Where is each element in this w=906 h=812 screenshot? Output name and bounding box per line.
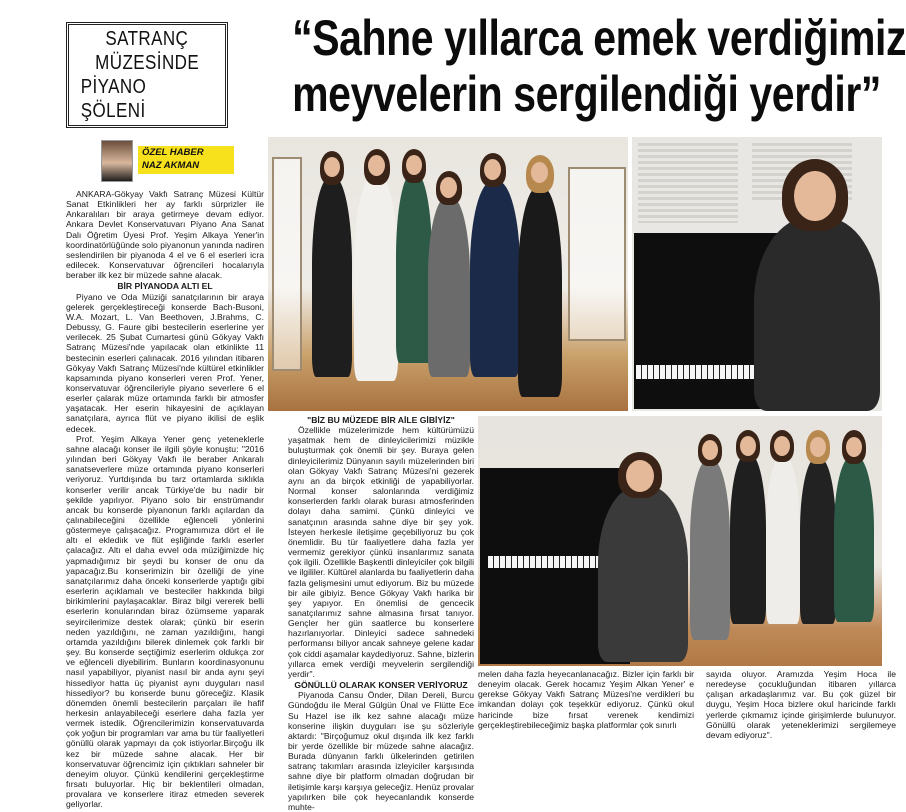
paragraph: melen daha fazla heyecanlanacağız. Bizler için farklı bir deneyim olacak. Gerek hocamız Yeşim Alkan Yener' e gerekse Gökyay Vakfı Satranç Müzesi'ne verdikleri bu imkandan dolayı çok teşekkür ediyoruz. Çünkü okul haricinde bize fırsat verenek kendimizi gerçekleştirebileceğimiz başka platformlar çok sınırlı (478, 669, 694, 730)
article-column-2 (288, 414, 474, 812)
paragraph: Özellikle müzelerimizde hem kültürümüzü yaşatmak hem de dinleyicilerimizi müzikle buluşturmak çok önemli bir şey. Buraya gelen dinleyicilerimiz Dünyanın sayılı müzelerinden biri olan Gökyay Vakfı Satranç Müzesi'ni gezerek aynı an da birçok etkinliği de yapabiliyorlar. Normal konser salonlarında verdiğimiz konserlerden farklı olarak burası atmosferinden dolayı daha samimi. Çünkü dinleyici ve sanatçının arasında sahne diye bir şey yok. İsteyen herkesle iletişime geçebiliyoruz bu çok önemlidir. Bu tür faaliyetlere daha fazla yer vermemiz gerekiyor çünkü insanlarımız sanata çok ilgili. Özellikle Başkentli dinleyiciler çok bilgili ve ilgililer. Kültürel alanlarda bu faaliyetlerin daha fazla gelişmesini umut ediyorum. Biz bu müzede bir aile gibiyiz. Bence Gökyay Vakfı harika bir şey yapıyor. En önemlisi de gencecik sanatçılarımız sahne almasına fırsat tanıyor. Gençler her gün saatlerce bu konserlere hazırlanıyorlar. Dinleyici sadece sahnedeki performansı biliyor ancak sahneye gelene kadar çok ciddi aşamalar kaydediyoruz. Sahne, bizlerin yıllarca emek verdiği meyvelerin sergilendiği yerdir". (288, 425, 474, 679)
byline-author: NAZ AKMAN (142, 160, 200, 171)
paragraph: sayıda oluyor. Aramızda Yeşim Hoca ile neredeyse çocukluğundan itibaren yıllarca çalışan arkadaşlarımız var. Bu çok güzel bir duygu, Yeşim Hoca bizlere okul haricinde farklı yerlerde çıkmamız içinde girişimlerde bulunuyor. Gönüllü olarak yeteneklerimizi sergilemeye devam ediyoruz". (706, 669, 896, 740)
paragraph: Piyanoda Cansu Önder, Dilan Dereli, Burcu Gündoğdu ile Meral Gülgün Ünal ve Flütte Ece Su Hazel ise ilk kez sahne alacağı müze konserine ilişkin duyguları ise şu sözleriyle aktardı: "Birçoğumuz okul dışında ilk kez farklı bir yerde özellikle bir müzede sahne alacağız. Burada dünyanın farklı ülkelerinden getirilen satranç takımları arasında izleyiciler karşısında sahne diye bir platform olmadan doğrudan bir iletişimle karşı karşıya geleceğiz. Henüz provalar yapılırken bile çok heyecanlandık konserde muhte- (288, 690, 474, 812)
subheading: GÖNÜLLÜ OLARAK KONSER VERİYORUZ (294, 680, 468, 691)
group-photo (268, 137, 628, 411)
paragraph: Piyano ve Oda Müziği sanatçılarının bir araya gelerek gerçekleştireceği konserde Bach-Busoni, W.A. Mozart, L. Van Beethoven, J.Brahms, C. Debussy, G. Faure gibi bestecilerin eserlerine yer verilecek. 25 Şubat Cumartesi günü Gökyay Vakfı Satranç Müzesi'nde yapılacak olan etkinlikte 11 bestecinin eserleri çalınacak. 2016 yılından itibaren Gökyay Vakfı Satranç Müzesi'nde kültürel etkinlikler kapsamında piyano konserleri veren Prof. Yener, konservatuvar öğrencileriyle piyano severlere 6 el eserler çalarak müze ortamında farklı bir atmosfer yaşatacak. Her eserin hikayesini de açıklayan sanatçılara, ayrıca flüt ve piyano ikilisi de eşlik edecek. (66, 291, 264, 434)
author-photo (101, 140, 133, 182)
article-column-1 (66, 189, 264, 810)
paragraph: Prof. Yeşim Alkaya Yener genç yeteneklerle sahne alacağı konser ile ilgili şöyle konuştu: "2016 yılından beri Gökyay Vakfı ile beraber Ankaralı sanatseverlere müze ortamında piyano konserleri veriyoruz. Yurtdışında bu tarz ortamlarda sıklıkla konserler verilir ancak Türkiye'de bu nadir bir şekilde yapılıyor. Piyano solo bir enstrümandır ancak bu konserde piyanonun farklı açılardan da çalınabileceğini özellikle eğlenceli yönlerini göstermeye çalışacağız. Programımıza dört el ile altı el eklediık ve flüt eşliğinde farklı eserler çalacağız. Altı el daha evvel oda müziğimizde hiç yapmadığımız bir şeydi bu konser de onu da yapacağız.Bu konserimizin bir özelliği de yine sanatçılarımız daha önceki konserlerde yaptığı gibi eserlerin açıklamalı ve besteciler hakkında bilgi birikimlerini paylaşacaklar. Biraz bilgi vererek belli eserlerin konularından biraz özümseme yaparak seyircilerimize destek olarak; çünkü bir eserin neden yazıldığını, ne zaman yazıldığını, hangi ortamda yazıldığını bilerek dinlemek çok farklı bir şey. Bu konserde seçtiğimiz eserlerim oldukça zor ve eğlenceli diyebilirim. Bunların koordinasyonunu nasıl yapabiliyor, piyanist nasıl bir anda aynı şeyi hissediyor hatta üç piyanist aynı duyguları nasıl hissediyor? bu konserde bunu göreceğiz. Klasik dönemden önemli bestecilerin parçaları ile hafif herkesin anlayabileceği eserlere daha fazla yer vermek istedik. Öğrencilerimizin konservatuvarda çok yoğun bir programları var ama bu tür faaliyetleri gönüllü olarak yapmayı da çok istiyorlar.Birçoğu ilk kez bir müzede sahne alacak. Her bir konservatuvar öğrencimiz için çıktıkları sahneler bir deneyim oluyor. Çünkü kendilerini gerçekleştirme fırsatı buluyorlar. Hiç bir beklentileri olmadan, provalara ve konserlere itiraz etmeden severek geliyorlar. (66, 433, 264, 810)
section-line-2: MÜZESİNDE (95, 52, 199, 74)
section-box (66, 22, 228, 128)
piano-group-photo (478, 416, 882, 666)
teacher-photo (632, 137, 882, 411)
headline (232, 10, 906, 122)
subheading: "BİZ BU MÜZEDE BİR AİLE GİBİYİZ" (307, 415, 455, 425)
byline-bar (138, 146, 234, 174)
headline-line-2: meyvelerin sergilendiği yerdir” (292, 66, 882, 122)
headline-line-1: “Sahne yıllarca emek verdiğimiz (292, 10, 906, 66)
article-column-3 (478, 669, 694, 763)
subheading: BİR PİYANODA ALTI EL (117, 281, 213, 292)
paragraph: ANKARA-Gökyay Vakfı Satranç Müzesi Kültür Sanat Etkinlikleri her ay farklı sürprizler ile Ankaralıları bir araya getirmeye devam ediyor. Ankara Devlet Konservatuvarı Piyano Ana Sanat Dalı Öğretim Üyesi Prof. Yeşim Alkaya Yener'in koordinatörlüğünde solo piyanonun yanında nadiren seslendirilen bir piyanoda 4 el ve 6 el eserleri icra edilecek. Konservatuvar öğrencileri hocalarıyla beraber ilk kez bir müzede sahne alacak. (66, 189, 264, 281)
section-line-1: SATRANÇ (105, 28, 189, 50)
byline-label: ÖZEL HABER (142, 147, 204, 158)
section-line-3: PİYANO ŞÖLENİ (80, 76, 147, 122)
article-column-4 (706, 669, 896, 763)
